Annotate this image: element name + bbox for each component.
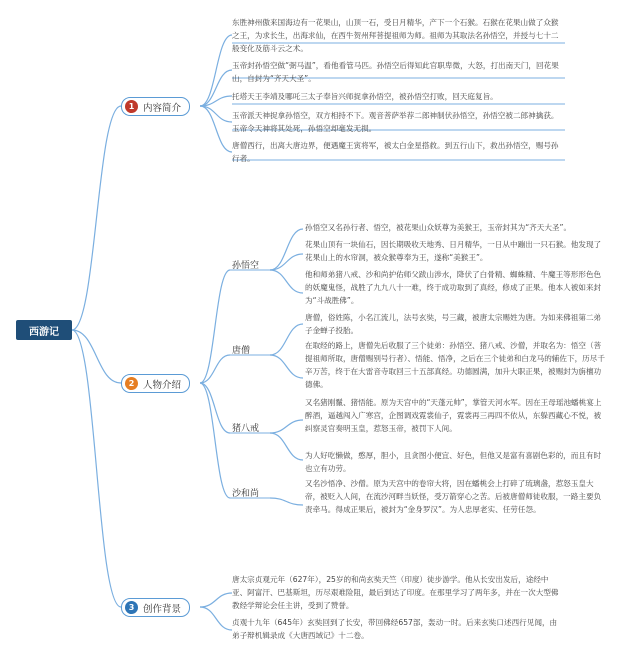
zhubajie-note-1: 又名猪刚鬣、猪悟能。原为天宫中的“天蓬元帅”，掌管天河水军。因在王母瑶池蟠桃宴上醉酒，逼越闯入广寒宫，企图调戏霓裳仙子，霓裳再三再四不依从，东躲西藏心不悦，被纠察灵官奏明玉皇，惹怒玉帝，被罚下人间。: [305, 398, 602, 433]
number-badge-2: 2: [125, 377, 138, 390]
intro-note-1: 东胜神州傲来国海边有一花果山，山顶一石，受日月精华，产下一个石猴。石猴在花果山做了众猴之王，为求长生，出海求仙，在西牛贺州拜菩提祖师为师。祖师为其取法名孙悟空，并授与七十二般变化及筋斗云之术。: [232, 18, 559, 53]
connector-line: [200, 383, 230, 498]
connector-line: [270, 355, 303, 378]
connector-line: [72, 106, 121, 330]
character-sunwukong[interactable]: 孙悟空: [232, 261, 260, 271]
connector-line: [270, 420, 303, 433]
tangseng-note-1: 唐僧，俗姓陈，小名江流儿，法号玄奘，号三藏，被唐太宗赐姓为唐。为如来佛祖第二弟子金蝉子投胎。: [305, 313, 602, 335]
root-node[interactable]: [16, 320, 72, 340]
branch-background[interactable]: [121, 598, 190, 617]
connector-line: [200, 106, 232, 122]
tangseng-note-2: 在取经的路上，唐僧先后收服了三个徒弟：孙悟空、猪八戒、沙僧，并取名为：悟空（菩提祖师所取，唐僧赐别号行者）、悟能、悟净，之后在三个徒弟和白龙马的辅佐下，历尽千辛万苦，终于在大雷音寺取回三十五部真经。功德圆满，加升大职正果，被赐封为旃檀功德佛。: [305, 341, 605, 389]
zhubajie-note-2: 为人好吃懒做，憨厚，胆小，且贪图小便宜、好色，但他又是富有喜剧色彩的，而且有时也立有功劳。: [305, 451, 602, 473]
number-badge-3: 3: [125, 601, 138, 614]
branch-intro-label: 内容简介: [143, 102, 182, 114]
character-zhubajie[interactable]: 猪八戒: [232, 424, 260, 434]
intro-note-3: 托塔天王李靖及哪吒三太子奉旨兴师捉拿孙悟空，被孙悟空打败，回天庭复旨。: [232, 92, 498, 101]
root-label: 西游记: [29, 326, 59, 338]
sunwukong-note-3: 他和师弟猪八戒、沙和尚护佑师父跋山涉水，降伏了白骨精、蜘蛛精、牛魔王等形形色色的妖魔鬼怪，战胜了九九八十一难，终于成功取到了真经，修成了正果。他本人被如来封为“斗战胜佛”。: [305, 270, 602, 305]
connector-line: [200, 35, 232, 106]
connector-line: [200, 383, 230, 433]
connector-line: [270, 498, 303, 505]
sunwukong-note-2: 花果山顶有一块仙石，因长期吸收天地秀、日月精华，一日从中蹦出一只石猴。他发现了花果山上的水帘洞，被众猴尊奉为王，遂称“美猴王”。: [305, 240, 602, 262]
connector-line: [270, 270, 303, 293]
intro-note-5: 唐僧西行，出离大唐边界，便遇魔王寅将军，被太白金星搭救。到五行山下，救出孙悟空，赐号孙行者。: [232, 141, 559, 163]
connector-line: [200, 593, 232, 607]
shaheshang-note-1: 又名沙悟净、沙僧。原为天宫中的卷帘大将，因在蟠桃会上打碎了琉璃盏，惹怒玉皇大帝，被贬入人间，在流沙河畔当妖怪，受万箭穿心之苦。后被唐僧师徒收服，一路主要负责牵马。得成正果后，被封为“金身罗汉”。为人忠厚老实、任劳任怨。: [305, 479, 602, 514]
connector-line: [72, 330, 121, 607]
branch-characters[interactable]: [121, 374, 190, 393]
character-tangseng[interactable]: 唐僧: [232, 346, 251, 356]
background-note-2: 贞观十九年（645年）玄奘回到了长安，带回佛经657部，轰动一时。后来玄奘口述西行见闻，由弟子辩机辑录成《大唐西域记》十二卷。: [232, 618, 558, 640]
connector-line: [270, 324, 303, 355]
branch-intro[interactable]: [121, 97, 190, 116]
number-badge-1: 1: [125, 100, 138, 113]
connector-line: [270, 254, 303, 270]
intro-note-2: 玉帝封孙悟空做“弼马温”，看他看管马匹。孙悟空后得知此官职卑微，大怒，打出南天门，回花果山，自封为“齐天大圣”。: [232, 61, 559, 83]
background-note-1: 唐太宗贞观元年（627年），25岁的和尚玄奘天竺（印度）徒步游学。他从长安出发后，途经中亚、阿富汗、巴基斯坦，历尽艰难险阻，最后到达了印度。在那里学习了两年多，并在一次大型佛教经学辩论会任主讲，受到了赞誉。: [232, 575, 559, 610]
character-shaheshang[interactable]: 沙和尚: [232, 489, 260, 499]
intro-note-4: 玉帝派天神捉拿孙悟空，双方相持不下。观音菩萨举荐二郎神制伏孙悟空，孙悟空被二郎神擒获。玉帝令天神将其处死，孙悟空却毫发无损。: [232, 111, 559, 133]
connector-line: [200, 270, 230, 383]
connector-line: [72, 330, 121, 383]
connector-line: [200, 106, 232, 152]
sunwukong-note-1: 孙悟空又名孙行者、悟空，被花果山众妖尊为美猴王，玉帝封其为“齐天大圣”。: [305, 223, 572, 232]
connector-line: [270, 433, 303, 460]
branch-characters-label: 人物介绍: [143, 379, 182, 391]
connector-line: [200, 607, 232, 630]
branch-background-label: 创作背景: [143, 603, 182, 615]
connector-line: [270, 229, 303, 270]
